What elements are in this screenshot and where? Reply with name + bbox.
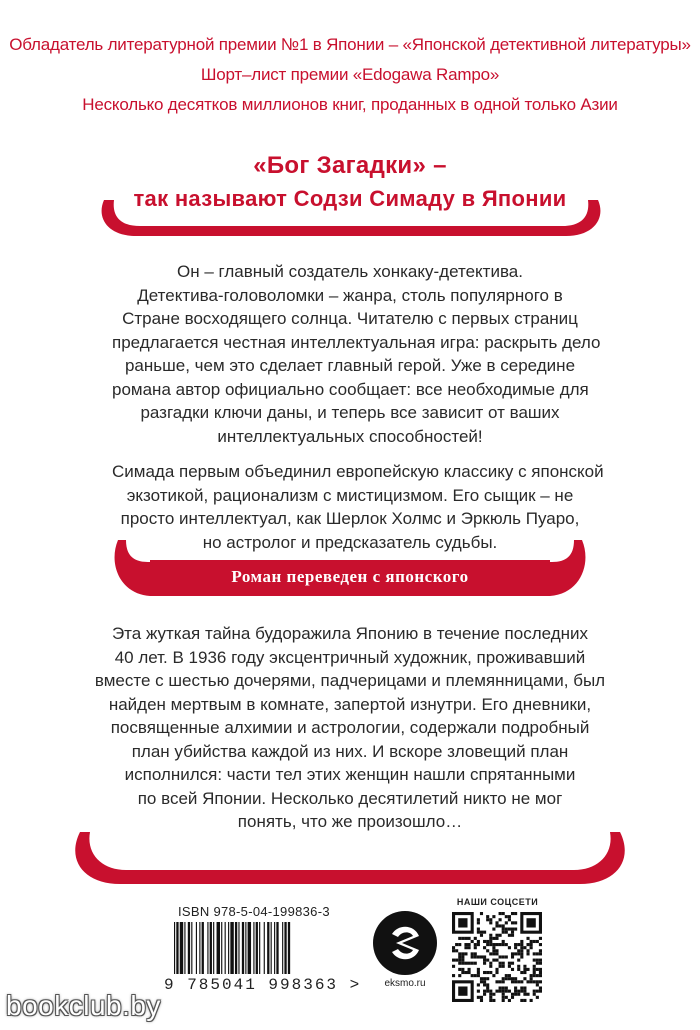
intro-paragraph: [112, 260, 601, 448]
headline-line-2: так называют Содзи Симаду в Японии: [133, 186, 567, 211]
headline-bracket: [0, 196, 700, 246]
plot-line: план убийства каждой из них. И вскоре зловещий план: [131, 741, 569, 761]
style-line: Симада первым объединил европейскую классику с японской: [112, 462, 604, 481]
style-line: но астролог и предсказатель судьбы.: [202, 532, 498, 552]
bottom-bracket: [0, 826, 700, 890]
style-line: экзотикой, рационализм с мистицизмом. Его сыщик – не: [126, 485, 574, 505]
qr-code-icon: [452, 912, 542, 1002]
social-label: НАШИ СОЦСЕТИ: [456, 897, 539, 907]
plot-line: посвященные алхимии и астрологии, содержали подробный: [110, 718, 590, 737]
intro-line: раньше, чем это сделает главный герой. Уже в середине: [124, 356, 576, 375]
intro-line: Детектива-головоломки – жанра, столь популярного в: [137, 285, 563, 305]
barcode-digits: 9 785041 998363 >: [164, 976, 362, 994]
intro-line: интеллектуальных способностей!: [217, 426, 483, 446]
style-line: просто интеллектуал, как Шерлок Холмс и Эркюль Пуаро,: [120, 509, 580, 528]
intro-line: Стране восходящего солнца. Читателю с первых страниц: [122, 309, 578, 328]
translation-banner-text: Роман переведен с японского: [231, 567, 469, 586]
awards-block: [0, 30, 700, 120]
plot-line: по всей Японии. Несколько десятилетий никто не мог: [137, 788, 563, 808]
plot-line: найден мертвым в комнате, запертой изнутри. Его дневники,: [108, 694, 592, 714]
plot-line: 40 лет. В 1936 году эксцентричный художник, проживавший: [114, 647, 586, 667]
intro-line: Он – главный создатель хонкаку-детектива.: [177, 262, 523, 281]
award-line-2: Шорт–лист премии «Edogawa Rampo»: [200, 65, 500, 84]
intro-line: разгадки ключи даны, и теперь все зависит от ваших: [140, 403, 560, 422]
watermark: bookclub.by: [6, 990, 161, 1021]
plot-paragraph: [82, 622, 618, 834]
award-line-3: Несколько десятков миллионов книг, проданных в одной только Азии: [82, 95, 618, 114]
plot-line: вместе с шестью дочерями, падчерицами и племянницами, был: [94, 671, 606, 690]
barcode: [172, 922, 342, 978]
isbn: ISBN 978-5-04-199836-3: [178, 904, 330, 919]
eksmo-logo-icon: [372, 910, 438, 976]
plot-line: Эта жуткая тайна будоражила Японию в течение последних: [111, 624, 589, 643]
award-line-1: Обладатель литературной премии №1 в Японии – «Японской детективной литературы»: [9, 35, 691, 54]
headline-line-1: «Бог Загадки» –: [253, 152, 447, 179]
intro-line: предлагается честная интеллектуальная игра: раскрыть дело: [112, 332, 601, 352]
plot-line: исполнился: части тел этих женщин нашли спрятанными: [124, 765, 576, 784]
intro-line: романа автор официально сообщает: все необходимые для: [112, 379, 589, 399]
publisher-site: eksmo.ru: [384, 978, 426, 989]
plot-line: понять, что же произошло…: [237, 812, 463, 831]
